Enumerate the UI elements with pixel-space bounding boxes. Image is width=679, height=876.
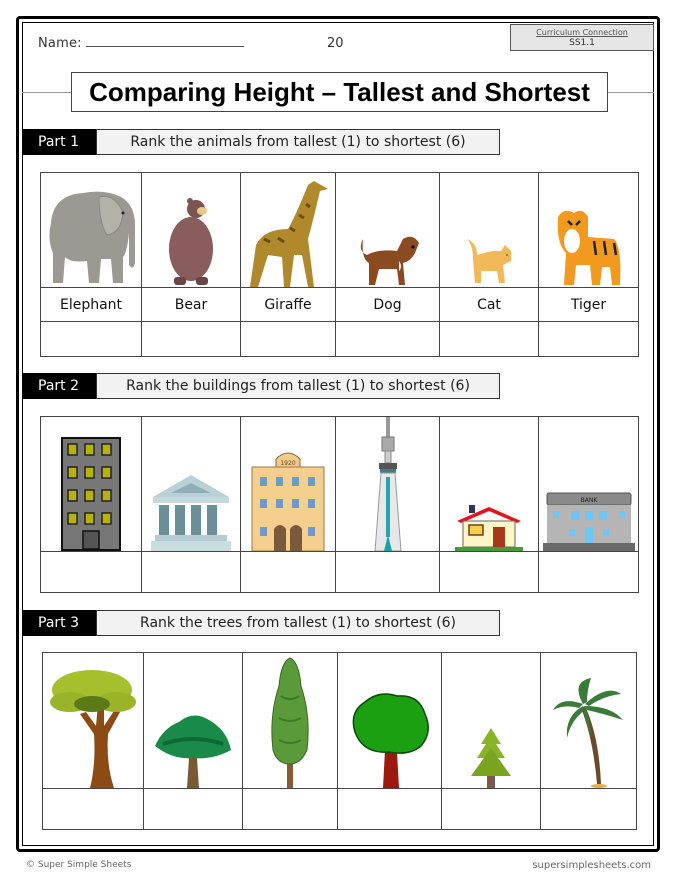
rank-answer-cell[interactable] — [338, 789, 442, 830]
animal-picture-cell — [539, 173, 639, 288]
bank-icon — [541, 491, 637, 551]
building-picture-cell — [241, 417, 336, 552]
tower-icon — [373, 417, 403, 551]
part-2-label: Part 2 — [22, 373, 96, 399]
animal-name-cell: Dog — [336, 288, 440, 322]
dog-icon — [353, 231, 423, 287]
columned-building-icon — [149, 473, 233, 551]
building-picture-cell — [539, 417, 639, 552]
short-tree-icon — [153, 710, 233, 788]
curriculum-title: Curriculum Connection — [536, 28, 628, 37]
animal-name-cell: Giraffe — [241, 288, 336, 322]
part-2-header — [22, 373, 500, 399]
tiger-icon — [554, 207, 624, 287]
cat-icon — [463, 235, 515, 287]
curriculum-code: SS1.1 — [569, 38, 595, 48]
house-icon — [455, 503, 523, 551]
name-field[interactable] — [38, 36, 244, 51]
cypress-tree-icon — [267, 656, 313, 788]
animal-name-cell: Tiger — [539, 288, 639, 322]
building-picture-cell — [336, 417, 440, 552]
animal-picture-cell — [41, 173, 142, 288]
tree-picture-cell — [442, 653, 541, 789]
animal-picture-cell — [336, 173, 440, 288]
1920-building-icon — [250, 449, 326, 551]
part-1-label: Part 1 — [22, 129, 96, 155]
elephant-icon — [43, 183, 139, 287]
animals-table — [40, 172, 639, 357]
building-picture-cell — [142, 417, 241, 552]
rank-answer-cell[interactable] — [241, 552, 336, 593]
trees-table — [42, 652, 637, 830]
tree-picture-cell — [338, 653, 442, 789]
name-blank-line[interactable] — [86, 36, 244, 47]
buildings-table — [40, 416, 639, 593]
animal-name-cell: Elephant — [41, 288, 142, 322]
page-number: 20 — [327, 36, 344, 51]
rank-answer-cell[interactable] — [336, 322, 440, 357]
part-1-header — [22, 129, 500, 155]
part-3-header — [22, 610, 500, 636]
tree-picture-cell — [541, 653, 637, 789]
part-3-instruction: Rank the trees from tallest (1) to shortest (6) — [96, 610, 500, 636]
round-tree-icon — [349, 692, 431, 788]
part-1-instruction: Rank the animals from tallest (1) to shortest (6) — [96, 129, 500, 155]
rank-answer-cell[interactable] — [541, 789, 637, 830]
animal-name-cell: Cat — [440, 288, 539, 322]
rank-answer-cell[interactable] — [539, 552, 639, 593]
footer-website[interactable]: supersimplesheets.com — [532, 860, 651, 871]
building-picture-cell — [41, 417, 142, 552]
rank-answer-cell[interactable] — [243, 789, 338, 830]
svg-text:1920: 1920 — [280, 460, 296, 467]
giraffe-icon — [244, 175, 332, 287]
rank-answer-cell[interactable] — [41, 322, 142, 357]
rank-answer-cell[interactable] — [144, 789, 243, 830]
apartment-building-icon — [61, 437, 121, 551]
animal-name-cell: Bear — [142, 288, 241, 322]
animal-picture-cell — [440, 173, 539, 288]
rank-answer-cell[interactable] — [440, 552, 539, 593]
svg-text:BANK: BANK — [580, 497, 597, 504]
rank-answer-cell[interactable] — [336, 552, 440, 593]
footer-copyright: © Super Simple Sheets — [26, 860, 132, 870]
rank-answer-cell[interactable] — [442, 789, 541, 830]
rank-answer-cell[interactable] — [539, 322, 639, 357]
name-label: Name: — [38, 36, 82, 51]
building-picture-cell — [440, 417, 539, 552]
part-2-instruction: Rank the buildings from tallest (1) to shortest (6) — [96, 373, 500, 399]
tree-picture-cell — [243, 653, 338, 789]
rank-answer-cell[interactable] — [142, 552, 241, 593]
animal-picture-cell — [241, 173, 336, 288]
rank-answer-cell[interactable] — [142, 322, 241, 357]
tree-picture-cell — [43, 653, 144, 789]
curriculum-connection-box — [510, 24, 654, 51]
palm-tree-icon — [551, 676, 627, 788]
animal-picture-cell — [142, 173, 241, 288]
pine-tree-icon — [469, 728, 513, 788]
tree-picture-cell — [144, 653, 243, 789]
rank-answer-cell[interactable] — [43, 789, 144, 830]
page-title: Comparing Height – Tallest and Shortest — [71, 72, 608, 112]
part-3-label: Part 3 — [22, 610, 96, 636]
bear-icon — [166, 197, 216, 287]
broad-tree-icon — [46, 664, 140, 788]
rank-answer-cell[interactable] — [440, 322, 539, 357]
rank-answer-cell[interactable] — [41, 552, 142, 593]
rank-answer-cell[interactable] — [241, 322, 336, 357]
